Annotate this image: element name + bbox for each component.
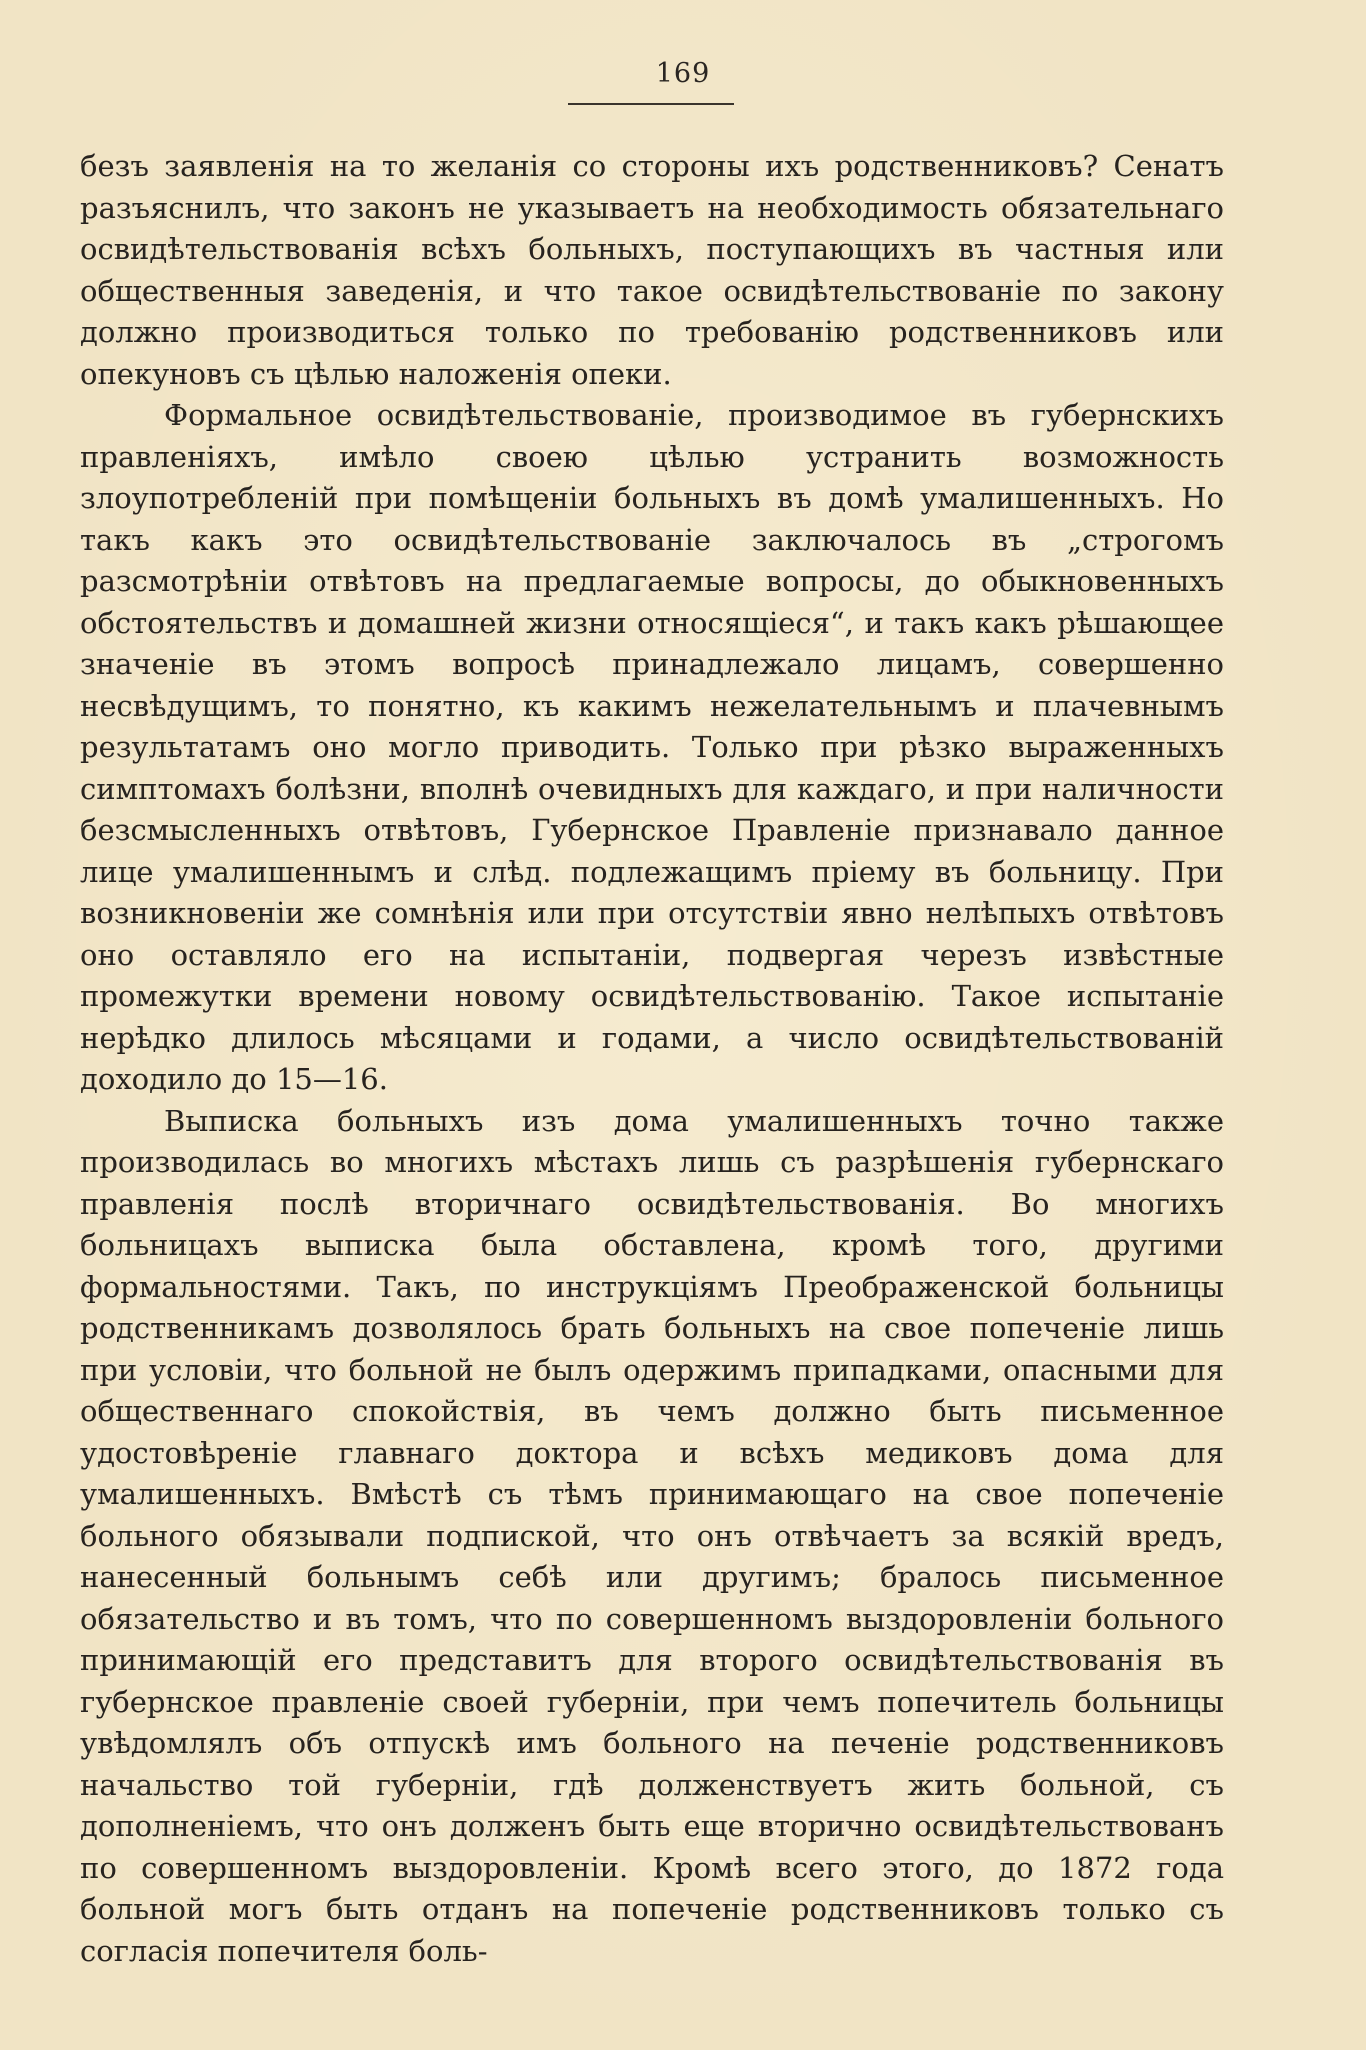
page-number: 169 — [655, 58, 711, 89]
paragraph-3: Выписка больныхъ изъ дома умалишенныхъ точно также производилась во многихъ мѣстахъ лишь съ разрѣшенія губернскаго правленія послѣ вторичнаго освидѣтельствованія. Во многихъ больницахъ выписка была обставлена, кромѣ того, другими формальностями. Такъ, по инструкціямъ Преображенской больницы родственникамъ дозволялось брать больныхъ на свое попеченіе лишь при условіи, что больной не былъ одержимъ припадками, опасными для общественнаго спокойствія, въ чемъ должно быть письменное удостовѣреніе главнаго доктора и всѣхъ медиковъ дома для умалишенныхъ. Вмѣстѣ съ тѣмъ принимающаго на свое попеченіе больного обязывали подпиской, что онъ отвѣчаетъ за всякій вредъ, нанесенный больнымъ себѣ или другимъ; бралось письменное обязательство и въ томъ, что по совершенномъ выздоровленіи больного принимающій его представитъ для второго освидѣтельствованія въ губернское правленіе своей губерніи, при чемъ попечитель больницы увѣдомлялъ объ отпускѣ имъ больного на печеніе родственниковъ начальство той губерніи, гдѣ долженствуетъ жить больной, съ дополненіемъ, что онъ долженъ быть еще вторично освидѣтельствованъ по совершенномъ выздоровленіи. Кромѣ всего этого, до 1872 года больной могъ быть отданъ на попеченіе родственниковъ только съ согласія попечителя боль- — [80, 1103, 1224, 1968]
paragraph-1: безъ заявленія на то желанія со стороны ихъ родственниковъ? Сенатъ разъяснилъ, что законъ не указываетъ на необходимость обязательнаго освидѣтельствованія всѣхъ больныхъ, поступающихъ въ частныя или общественныя заведенія, и что такое освидѣтельствованіе по закону должно производиться только по требованію родственниковъ или опекуновъ съ цѣлью наложенія опеки. — [80, 149, 1224, 391]
paragraph-2: Формальное освидѣтельствованіе, производимое въ губернскихъ правленіяхъ, имѣло своею цѣлью устранить возможность злоупотребленій при помѣщеніи больныхъ въ домѣ умалишенныхъ. Но такъ какъ это освидѣтельствованіе заключалось въ „строгомъ разсмотрѣніи отвѣтовъ на предлагаемые вопросы, до обыкновенныхъ обстоятельствъ и домашней жизни относящіеся“, и такъ какъ рѣшающее значеніе въ этомъ вопросѣ принадлежало лицамъ, совершенно несвѣдущимъ, то понятно, къ какимъ нежелательнымъ и плачевнымъ результатамъ оно могло приводить. Только при рѣзко выраженныхъ симптомахъ болѣзни, вполнѣ очевидныхъ для каждаго, и при наличности безсмысленныхъ отвѣтовъ, Губернское Правленіе признавало данное лице умалишеннымъ и слѣд. подлежащимъ пріему въ больницу. При возникновеніи же сомнѣнія или при отсутствіи явно нелѣпыхъ отвѣтовъ оно оставляло его на испытаніи, подвергая черезъ извѣстные промежутки времени новому освидѣтельствованію. Такое испытаніе нерѣдко длилось мѣсяцами и годами, а число освидѣтельствованій доходило до 15—16. — [80, 398, 1224, 1096]
body-text — [80, 146, 1224, 1972]
page-number-rule — [568, 103, 734, 105]
